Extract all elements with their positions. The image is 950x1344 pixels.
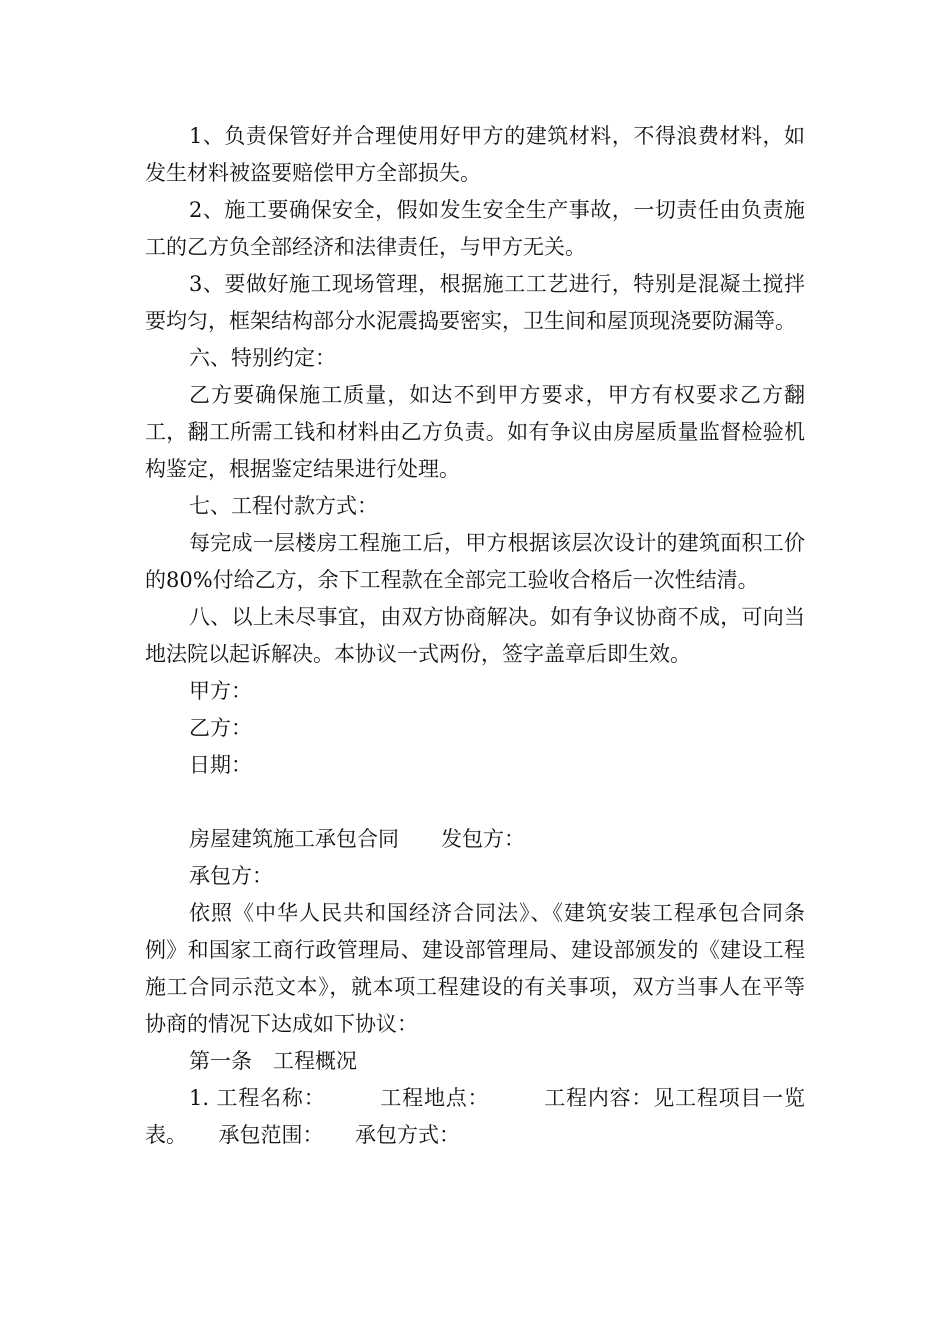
article-1-heading: 第一条 工程概况 — [189, 1049, 357, 1073]
contractor-line: 承包方： — [189, 864, 273, 888]
contract-preamble: 依照《中华人民共和国经济合同法》、《建筑安装工程承包合同条例》和国家工商行政管理局、建设部管理局、建设部颁发的《建设工程施工合同示范文本》，就本项工程建设的有关事项，双方当事人在平等协商的情况下达成如下协议： — [145, 901, 805, 1036]
document-body — [145, 118, 805, 1154]
clause-2-safety: 2、施工要确保安全，假如发生安全生产事故，一切责任由负责施工的乙方负全部经济和法律责任，与甲方无关。 — [145, 198, 805, 259]
section-6-heading: 六、特别约定： — [189, 346, 336, 370]
section-8-body: 八、以上未尽事宜，由双方协商解决。如有争议协商不成，可向当地法院以起诉解决。本协议一式两份，签字盖章后即生效。 — [145, 605, 805, 666]
signature-party-b: 乙方： — [189, 716, 252, 740]
article-1-item-1: 1. 工程名称： 工程地点： 工程内容：见工程项目一览表。 承包范围： 承包方式： — [145, 1086, 805, 1147]
blank-line — [145, 784, 805, 821]
clause-1-material-custody: 1、负责保管好并合理使用好甲方的建筑材料，不得浪费材料，如发生材料被盗要赔偿甲方全部损失。 — [145, 124, 805, 185]
signature-date: 日期： — [189, 753, 252, 777]
clause-3-site-management: 3、要做好施工现场管理，根据施工工艺进行，特别是混凝土搅拌要均匀，框架结构部分水泥震捣要密实，卫生间和屋顶现浇要防漏等。 — [145, 272, 805, 333]
contract-title-line: 房屋建筑施工承包合同 发包方： — [189, 827, 525, 851]
signature-party-a: 甲方： — [189, 679, 252, 703]
section-7-body: 每完成一层楼房工程施工后，甲方根据该层次设计的建筑面积工价的80%付给乙方，余下工程款在全部完工验收合格后一次性结清。 — [145, 531, 805, 592]
section-6-body: 乙方要确保施工质量，如达不到甲方要求，甲方有权要求乙方翻工，翻工所需工钱和材料由乙方负责。如有争议由房屋质量监督检验机构鉴定，根据鉴定结果进行处理。 — [145, 383, 805, 481]
section-7-heading: 七、工程付款方式： — [189, 494, 378, 518]
